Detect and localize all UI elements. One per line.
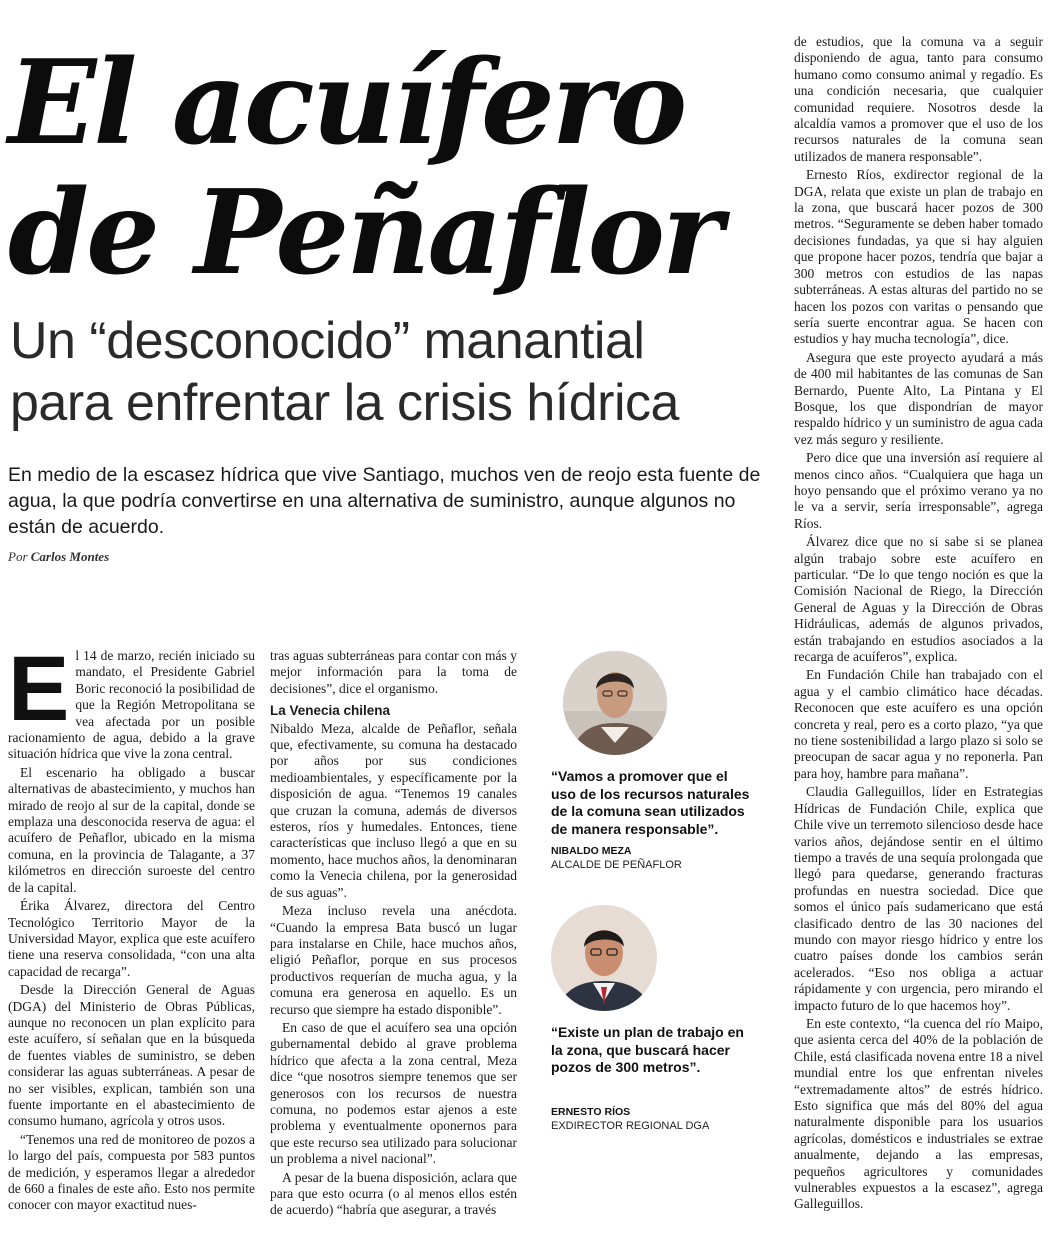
headline-title-line1: El acuífero bbox=[8, 35, 685, 171]
column4-paragraph-8: En este contexto, “la cuenca del río Maipo, que asienta cerca del 40% de la población de Chile, está clasificada novena entre 18 a nivel mundial entre los que enfrentan niveles “extremadamente altos” de estrés hídrico. Esto significa que más del 80% del agua naturalmente disponible para los usuarios agrícolas, domésticos e industriales se extrae anualmente, dejando a las empresas, pequeños agricultores y comunidades vulnerables expuestos a la escasez”, agrega Galleguillos. bbox=[794, 1015, 1043, 1212]
subtitle-line1: Un “desconocido” manantial bbox=[10, 312, 645, 370]
subtitle-line2: para enfrentar la crisis hídrica bbox=[10, 374, 679, 432]
article-column-2 bbox=[270, 648, 517, 1221]
column2-paragraph-5: A pesar de la buena disposición, aclara que para que esto ocurra (o al menos ellos estén de acuerdo) “habría que asegurar, a través bbox=[270, 1169, 517, 1218]
headline-title-line2: de Peñaflor bbox=[8, 165, 721, 301]
column1-paragraph-1 bbox=[8, 638, 255, 763]
subtitle-block bbox=[10, 310, 780, 434]
pull-quote-1 bbox=[551, 768, 756, 872]
pull-quote-2-role: EXDIRECTOR REGIONAL DGA bbox=[551, 1119, 710, 1132]
pull-quote-1-text: “Vamos a promover que el uso de los recursos naturales de la comuna sean utilizados de manera responsable”. bbox=[551, 768, 750, 837]
pull-quote-2-text: “Existe un plan de trabajo en la zona, que buscará hacer pozos de 300 metros”. bbox=[551, 1024, 744, 1075]
article-column-1 bbox=[8, 638, 255, 1216]
column4-paragraph-7: Claudia Galleguillos, líder en Estrategias Hídricas de Fundación Chile, explica que Chile vive un terremoto silencioso desde hace varios años, dejándose sentir en el último tiempo a través de una sequía prolongada que llegó para quedarse, generando fracturas profundas en nuestra sociedad. Dice que somos el único país sudamericano que está clasificado dentro de las 30 naciones del mundo con mayor riesgo hídrico y entre los cuatro países donde los cambios serán acelerados. “Eso nos obliga a actuar rápidamente y con urgencia, pero mirando el impacto futuro de lo que hacemos hoy”. bbox=[794, 784, 1043, 1013]
pull-quote-2-name: ERNESTO RÍOS bbox=[551, 1105, 631, 1118]
byline bbox=[8, 549, 109, 565]
column1-paragraph-3: Érika Álvarez, directora del Centro Tecnológico Territorio Mayor de la Universidad Mayor, explica que este acuífero tiene una reserva consolidada, “con una alta capacidad de recarga”. bbox=[8, 898, 255, 979]
byline-author: Carlos Montes bbox=[30, 549, 110, 564]
portrait-ernesto-rios bbox=[551, 905, 657, 1011]
lead-paragraph-block bbox=[8, 462, 770, 540]
column2-paragraph-3: Meza incluso revela una anécdota. “Cuando la empresa Bata buscó un lugar para instalarse en Chile, hace muchos años, eligió Peñaflor, porque en sus procesos productivos requerían de mucha agua, y la comuna era generosa en aquello. Es un recurso que siempre ha estado disponible”. bbox=[270, 903, 517, 1017]
column4-paragraph-1: de estudios, que la comuna va a seguir disponiendo de agua, tanto para consumo humano como consumo animal y regadío. Es una condición necesaria, que cualquier comunidad requiere. Nosotros desde la alcaldía vamos a promover que el uso de los recursos naturales de la comuna sean utilizados de manera responsable”. bbox=[794, 34, 1043, 164]
pull-quote-1-name: NIBALDO MEZA bbox=[551, 845, 632, 857]
portrait-photo bbox=[551, 905, 657, 1011]
lead-paragraph: En medio de la escasez hídrica que vive Santiago, muchos ven de reojo esta fuente de agua, la que podría convertirse en una alternativa de suministro, aunque algunos no están de acuerdo. bbox=[8, 464, 761, 538]
column4-paragraph-5: Álvarez dice que no si sabe si se planea algún trabajo sobre este acuífero en particular. “De lo que tengo noción es que la Comisión Nacional de Riego, la Dirección General de Aguas y la Dirección de Obras Hidráulicas, además de algunos privados, están trabajando en estudios asociados a la recarga de acuíferos”, explica. bbox=[794, 534, 1043, 665]
column1-paragraph-2: El escenario ha obligado a buscar alternativas de abastecimiento, y muchos han mirado de reojo al sur de la capital, donde se emplaza una desconocida reserva de agua: el acuífero de Peñaflor, ubicado en la misma comuna, en la provincia de Talagante, a 37 kilómetros en dirección suroeste del centro de la capital. bbox=[8, 764, 255, 895]
portrait-photo bbox=[563, 651, 667, 755]
column2-paragraph-4: En caso de que el acuífero sea una opción gubernamental debido al grave problema hídrico que afecta a la zona central, Meza dice “que nosotros siempre tenemos que ser generosos con los recursos de nuestra comuna, no podemos estar ajenos a este problema y eventualmente oponernos para que este recurso sea utilizado para solucionar un problema a nivel nacional”. bbox=[270, 1019, 517, 1167]
column2-paragraph-2: Nibaldo Meza, alcalde de Peñaflor, señala que, efectivamente, su comuna ha destacado por años por sus condiciones medioambientales, y específicamente por la disposición de agua. “Tenemos 19 canales que cruzan la comuna, además de diversos esteros, ríos y humedales. Entonces, tiene características que incluso llegó a que en su momento, hace muchos años, la denominaran como la Venecia chilena, por la generosidad de sus aguas”. bbox=[270, 720, 517, 900]
section-subhead: La Venecia chilena bbox=[270, 703, 391, 719]
portrait-nibaldo-meza bbox=[563, 651, 667, 755]
headline-block bbox=[8, 35, 778, 301]
pull-quote-1-role: ALCALDE DE PEÑAFLOR bbox=[551, 859, 682, 871]
column2-paragraph-1: tras aguas subterráneas para contar con más y mejor información para la toma de decisiones”, dice el organismo. bbox=[270, 648, 517, 696]
column4-paragraph-4: Pero dice que una inversión así requiere al menos cinco años. “Cualquiera que haga un hoyo pensando que el próximo verano ya no le va a servir, sería irresponsable”, agrega Ríos. bbox=[794, 450, 1043, 531]
article-column-4 bbox=[794, 34, 1043, 1215]
drop-cap: E bbox=[8, 638, 70, 740]
column1-paragraph-1-text: l 14 de marzo, recién iniciado su mandato, el Presidente Gabriel Boric reconoció la posibilidad de que la Región Metropolitana se vea afectada por un posible racionamiento de agua, debido a la grave situación hídrica que vive la zona central. bbox=[8, 648, 255, 762]
column4-paragraph-6: En Fundación Chile han trabajado con el agua y el cambio climático hace décadas. Reconocen que este acuífero es una opción concreta y real, pero es a corto plazo, “ya que no tiene sostenibilidad a largo plazo si solo se preocupan de sacar agua y no reponerla. Pan para hoy, hambre para mañana”. bbox=[794, 667, 1043, 781]
pull-quote-2 bbox=[551, 1024, 756, 1133]
byline-prefix: Por bbox=[8, 549, 28, 564]
column1-paragraph-4: Desde la Dirección General de Aguas (DGA) del Ministerio de Obras Públicas, aunque no reconocen un plan explícito para este acuífero, sí señalan que en la búsqueda de fuentes viables de suministro, se deben considerar las aguas subterráneas. A pesar de no ser visibles, explican, también son una fuente importante en el abastecimiento de consumo humano, agrícola y otros usos. bbox=[8, 982, 255, 1129]
column4-paragraph-2: Ernesto Ríos, exdirector regional de la DGA, relata que existe un plan de trabajo en la zona, que buscará hacer pozos de 300 metros. “Seguramente se deben haber tomado decisiones fundadas, ya que si hay alguien que propone hacer pozos, tendría que bajar a 300 metros con estudios de las napas subterráneas. A estas alturas del partido no se hacen los pozos con varitas o pensando que sería suerte encontrar agua. Se hacen con estudios y hay mucha tecnología”, dice. bbox=[794, 167, 1043, 347]
column1-paragraph-5: “Tenemos una red de monitoreo de pozos a lo largo del país, compuesta por 583 puntos de medición, y esperamos llegar a alrededor de 660 a finales de este año. Esto nos permite conocer con mayor exactitud nues- bbox=[8, 1131, 255, 1213]
column4-paragraph-3: Asegura que este proyecto ayudará a más de 400 mil habitantes de las comunas de San Bernardo, Puente Alto, La Pintana y El Bosque, los que dispondrían de mayor respaldo hídrico y un suministro de agua cada vez más seguro y resiliente. bbox=[794, 349, 1043, 447]
